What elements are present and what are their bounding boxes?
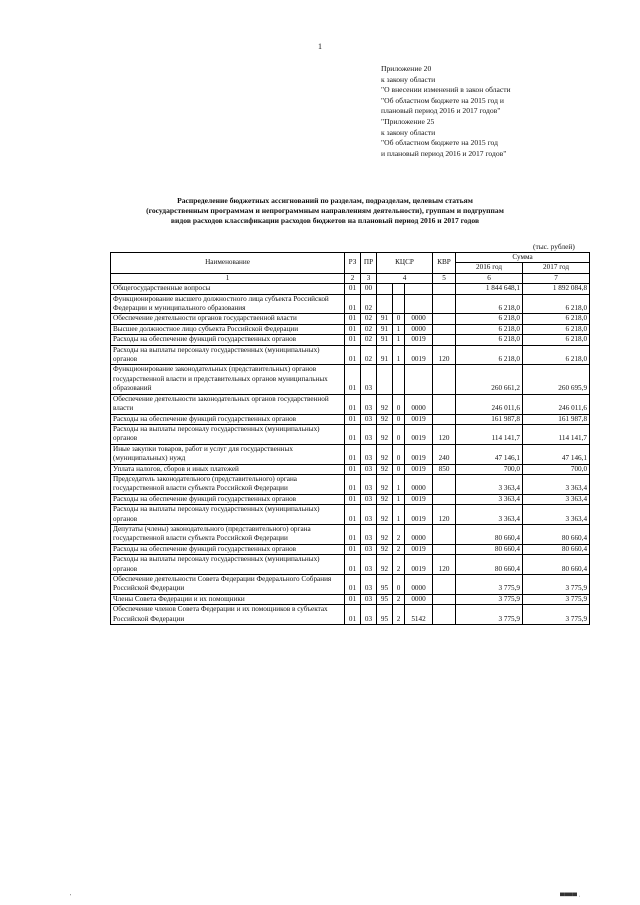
row-pr-cell: 03 [361,474,377,494]
row-sum-2016-cell: 6 218,0 [456,314,523,324]
row-sum-2017-cell: 3 363,4 [523,505,590,525]
row-sum-2017-cell: 114 141,7 [523,424,590,444]
row-kcsr-program-cell: 95 [377,605,393,625]
row-sum-2017-cell: 80 660,4 [523,544,590,554]
row-kcsr-direction-cell: 0019 [405,414,433,424]
index-cell: 3 [361,273,377,283]
row-rz-cell: 01 [345,474,361,494]
row-name-cell: Расходы на выплаты персоналу государственных (муниципальных) органов [111,555,345,575]
row-name-cell: Функционирование законодательных (представительных) органов государственной власти и представительных органов муниципальных образований [111,365,345,394]
col-header-sum: Сумма [456,253,590,263]
row-name-cell: Уплата налогов, сборов и иных платежей [111,464,345,474]
table-row [111,505,590,525]
row-name-cell: Расходы на выплаты персоналу государственных (муниципальных) органов [111,424,345,444]
table-row [111,294,590,314]
row-kcsr-subprogram-cell: 0 [393,414,405,424]
row-sum-2017-cell: 1 892 084,8 [523,284,590,294]
row-kvr-cell: 850 [433,464,456,474]
row-name-cell: Обеспечение деятельности Совета Федерации Федерального Собрания Российской Федерации [111,575,345,595]
row-name-cell: Расходы на выплаты персоналу государственных (муниципальных) органов [111,345,345,365]
row-sum-2017-cell: 80 660,4 [523,555,590,575]
col-header-2016: 2016 год [456,263,523,273]
row-rz-cell: 01 [345,284,361,294]
row-pr-cell: 03 [361,555,377,575]
row-sum-2016-cell: 161 987,8 [456,414,523,424]
row-kcsr-subprogram-cell [393,294,405,314]
row-kvr-cell [433,314,456,324]
row-name-cell: Общегосударственные вопросы [111,284,345,294]
row-sum-2017-cell: 700,0 [523,464,590,474]
row-kcsr-program-cell [377,294,393,314]
row-sum-2016-cell: 3 775,9 [456,575,523,595]
row-kcsr-direction-cell: 0019 [405,424,433,444]
row-pr-cell: 03 [361,524,377,544]
row-kcsr-direction-cell: 0000 [405,575,433,595]
col-header-pr: ПР [361,253,377,274]
row-kcsr-program-cell: 92 [377,505,393,525]
table-row [111,605,590,625]
row-kcsr-program-cell: 92 [377,444,393,464]
index-cell: 5 [433,273,456,283]
table-row [111,335,590,345]
row-kcsr-subprogram-cell [393,284,405,294]
row-kcsr-direction-cell [405,365,433,394]
table-row [111,365,590,394]
col-header-2017: 2017 год [523,263,590,273]
row-kcsr-direction-cell: 0019 [405,494,433,504]
header-row [111,253,590,263]
row-sum-2016-cell: 246 011,6 [456,394,523,414]
page-number: 1 [318,42,322,51]
row-rz-cell: 01 [345,394,361,414]
row-pr-cell: 03 [361,544,377,554]
table-row [111,444,590,464]
col-header-rz: РЗ [345,253,361,274]
row-sum-2017-cell: 6 218,0 [523,314,590,324]
row-kcsr-subprogram-cell: 0 [393,444,405,464]
row-sum-2017-cell: 6 218,0 [523,294,590,314]
row-kcsr-program-cell: 91 [377,314,393,324]
row-kcsr-program-cell: 92 [377,414,393,424]
row-kvr-cell: 120 [433,505,456,525]
row-rz-cell: 01 [345,414,361,424]
row-kvr-cell [433,474,456,494]
row-pr-cell: 03 [361,605,377,625]
row-name-cell: Высшее должностное лицо субъекта Российской Федерации [111,324,345,334]
row-kcsr-direction-cell [405,294,433,314]
row-kcsr-direction-cell: 0000 [405,314,433,324]
row-kcsr-program-cell: 92 [377,424,393,444]
row-kcsr-program-cell: 91 [377,345,393,365]
row-kcsr-subprogram-cell: 1 [393,474,405,494]
row-sum-2017-cell: 6 218,0 [523,345,590,365]
col-header-kvr: КВР [433,253,456,274]
annex-line: и плановый период 2016 и 2017 годов" [381,148,507,158]
row-sum-2016-cell: 6 218,0 [456,324,523,334]
row-rz-cell: 01 [345,424,361,444]
table-row [111,474,590,494]
row-kcsr-subprogram-cell: 1 [393,505,405,525]
row-name-cell: Депутаты (члены) законодательного (представительного) органа государственной власти субъекта Российской Федерации [111,524,345,544]
row-kcsr-direction-cell: 0000 [405,524,433,544]
row-sum-2016-cell: 80 660,4 [456,524,523,544]
row-name-cell: Обеспечение деятельности органов государственной власти [111,314,345,324]
row-sum-2017-cell: 47 146,1 [523,444,590,464]
row-sum-2016-cell: 3 775,9 [456,605,523,625]
row-pr-cell: 02 [361,335,377,345]
row-kcsr-direction-cell: 0019 [405,555,433,575]
row-name-cell: Председатель законодательного (представительного) органа государственной власти субъекта Российской Федерации [111,474,345,494]
row-sum-2016-cell: 3 775,9 [456,594,523,604]
row-kvr-cell [433,294,456,314]
row-kcsr-program-cell: 92 [377,464,393,474]
row-sum-2017-cell: 246 011,6 [523,394,590,414]
row-name-cell: Члены Совета Федерации и их помощники [111,594,345,604]
annex-line: плановый период 2016 и 2017 годов" [381,106,501,116]
table-row [111,524,590,544]
row-kvr-cell [433,394,456,414]
row-kcsr-direction-cell [405,284,433,294]
table-row [111,314,590,324]
row-kcsr-direction-cell: 0000 [405,594,433,604]
index-cell: 6 [456,273,523,283]
row-kcsr-subprogram-cell: 0 [393,424,405,444]
table-row [111,555,590,575]
document-title [90,196,560,227]
scan-mark: ▀▀▀▀ · [560,894,581,900]
table-row [111,414,590,424]
row-kcsr-program-cell: 92 [377,494,393,504]
row-rz-cell: 01 [345,575,361,595]
index-cell: 2 [345,273,361,283]
row-kcsr-subprogram-cell: 0 [393,464,405,474]
row-pr-cell: 02 [361,314,377,324]
row-kcsr-subprogram-cell: 0 [393,575,405,595]
row-kvr-cell [433,544,456,554]
title-line: Распределение бюджетных ассигнований по разделам, подразделам, целевым статьям [177,196,473,205]
row-name-cell: Функционирование высшего должностного лица субъекта Российской Федерации и муниципального образования [111,294,345,314]
annex-line: "О внесении изменений в закон области [381,85,511,95]
table-row [111,544,590,554]
row-pr-cell: 03 [361,365,377,394]
row-kcsr-subprogram-cell: 2 [393,594,405,604]
row-kcsr-direction-cell: 0000 [405,474,433,494]
table-row [111,394,590,414]
row-kcsr-program-cell: 92 [377,555,393,575]
row-sum-2017-cell: 3 775,9 [523,594,590,604]
budget-table [110,252,590,625]
row-sum-2017-cell: 3 775,9 [523,605,590,625]
row-sum-2017-cell: 6 218,0 [523,335,590,345]
row-pr-cell: 00 [361,284,377,294]
row-rz-cell: 01 [345,365,361,394]
row-kcsr-subprogram-cell: 0 [393,394,405,414]
table-row [111,424,590,444]
row-kcsr-subprogram-cell: 1 [393,494,405,504]
row-sum-2016-cell: 6 218,0 [456,345,523,365]
row-kcsr-program-cell: 92 [377,544,393,554]
annex-line: к закону области [381,127,436,137]
row-kcsr-subprogram-cell: 0 [393,314,405,324]
annex-block [381,64,511,159]
row-sum-2016-cell: 47 146,1 [456,444,523,464]
table-row [111,324,590,334]
row-kcsr-direction-cell: 0019 [405,464,433,474]
row-pr-cell: 03 [361,424,377,444]
row-kvr-cell [433,524,456,544]
table-row [111,345,590,365]
row-kvr-cell [433,324,456,334]
row-rz-cell: 01 [345,555,361,575]
row-kvr-cell [433,414,456,424]
col-header-kcsr: КЦСР [377,253,433,274]
row-kvr-cell: 120 [433,424,456,444]
row-rz-cell: 01 [345,524,361,544]
row-sum-2017-cell: 80 660,4 [523,524,590,544]
row-kcsr-direction-cell: 5142 [405,605,433,625]
row-sum-2016-cell: 1 844 648,1 [456,284,523,294]
title-line: видов расходов классификации расходов бюджетов на плановый период 2016 и 2017 годов [170,216,480,226]
row-kvr-cell [433,335,456,345]
scan-mark: ' [70,894,72,900]
row-kcsr-program-cell: 92 [377,394,393,414]
table-row [111,464,590,474]
row-pr-cell: 03 [361,494,377,504]
row-sum-2017-cell: 6 218,0 [523,324,590,334]
row-kcsr-direction-cell: 0019 [405,335,433,345]
annex-line: к закону области [381,74,436,84]
row-sum-2017-cell: 3 775,9 [523,575,590,595]
title-line: (государственным программам и непрограммным направлениям деятельности), группам и подгруппам [146,206,504,216]
row-kvr-cell: 240 [433,444,456,464]
annex-line: "Об областном бюджете на 2015 год [381,138,498,148]
row-kcsr-program-cell: 91 [377,324,393,334]
index-row [111,273,590,283]
row-kcsr-subprogram-cell: 2 [393,555,405,575]
row-sum-2016-cell: 700,0 [456,464,523,474]
table-row [111,284,590,294]
row-kvr-cell [433,494,456,504]
row-rz-cell: 01 [345,335,361,345]
row-pr-cell: 03 [361,444,377,464]
row-kcsr-program-cell: 95 [377,594,393,604]
row-pr-cell: 03 [361,414,377,424]
row-kvr-cell: 120 [433,345,456,365]
table-row [111,494,590,504]
row-sum-2016-cell: 6 218,0 [456,335,523,345]
row-sum-2016-cell: 114 141,7 [456,424,523,444]
row-kcsr-direction-cell: 0000 [405,394,433,414]
row-kcsr-subprogram-cell: 2 [393,605,405,625]
row-rz-cell: 01 [345,345,361,365]
annex-line: Приложение 20 [381,64,432,73]
row-name-cell: Обеспечение членов Совета Федерации и их помощников в субъектах Российской Федерации [111,605,345,625]
row-pr-cell: 02 [361,294,377,314]
row-kcsr-direction-cell: 0019 [405,505,433,525]
row-sum-2016-cell: 3 363,4 [456,494,523,504]
row-sum-2016-cell: 80 660,4 [456,544,523,554]
row-kcsr-subprogram-cell: 1 [393,324,405,334]
row-kcsr-direction-cell: 0000 [405,324,433,334]
row-kcsr-program-cell: 92 [377,524,393,544]
row-sum-2017-cell: 3 363,4 [523,494,590,504]
row-pr-cell: 03 [361,394,377,414]
row-kvr-cell [433,594,456,604]
row-kcsr-subprogram-cell: 2 [393,544,405,554]
index-cell: 4 [377,273,433,283]
row-kvr-cell: 120 [433,555,456,575]
row-rz-cell: 01 [345,505,361,525]
row-rz-cell: 01 [345,605,361,625]
row-sum-2016-cell: 260 661,2 [456,365,523,394]
row-kcsr-direction-cell: 0019 [405,444,433,464]
row-kcsr-subprogram-cell [393,365,405,394]
row-sum-2016-cell: 3 363,4 [456,474,523,494]
row-rz-cell: 01 [345,444,361,464]
row-rz-cell: 01 [345,594,361,604]
row-name-cell: Обеспечение деятельности законодательных органов государственной власти [111,394,345,414]
row-name-cell: Расходы на обеспечение функций государственных органов [111,335,345,345]
row-kvr-cell [433,605,456,625]
row-rz-cell: 01 [345,324,361,334]
row-pr-cell: 02 [361,324,377,334]
row-pr-cell: 03 [361,594,377,604]
row-name-cell: Расходы на выплаты персоналу государственных (муниципальных) органов [111,505,345,525]
table-row [111,575,590,595]
annex-line: "Об областном бюджете на 2015 год и [381,95,504,105]
table-row [111,594,590,604]
row-kcsr-subprogram-cell: 2 [393,524,405,544]
units-label: (тыс. рублей) [533,242,575,251]
row-sum-2017-cell: 260 695,9 [523,365,590,394]
row-rz-cell: 01 [345,314,361,324]
row-rz-cell: 01 [345,494,361,504]
row-pr-cell: 03 [361,464,377,474]
row-kcsr-program-cell: 91 [377,335,393,345]
index-cell: 7 [523,273,590,283]
row-sum-2016-cell: 80 660,4 [456,555,523,575]
row-kcsr-program-cell: 95 [377,575,393,595]
row-sum-2017-cell: 3 363,4 [523,474,590,494]
row-sum-2016-cell: 3 363,4 [456,505,523,525]
table-body [111,284,590,625]
annex-line: "Приложение 25 [381,116,435,126]
row-kcsr-subprogram-cell: 1 [393,335,405,345]
row-rz-cell: 01 [345,294,361,314]
row-kcsr-program-cell [377,284,393,294]
row-kcsr-program-cell [377,365,393,394]
row-rz-cell: 01 [345,464,361,474]
row-pr-cell: 03 [361,505,377,525]
row-name-cell: Расходы на обеспечение функций государственных органов [111,494,345,504]
row-rz-cell: 01 [345,544,361,554]
row-kcsr-direction-cell: 0019 [405,345,433,365]
row-name-cell: Расходы на обеспечение функций государственных органов [111,414,345,424]
row-kvr-cell [433,284,456,294]
row-kcsr-program-cell: 92 [377,474,393,494]
row-pr-cell: 02 [361,345,377,365]
row-sum-2017-cell: 161 987,8 [523,414,590,424]
row-kvr-cell [433,365,456,394]
row-pr-cell: 03 [361,575,377,595]
row-kvr-cell [433,575,456,595]
col-header-name: Наименование [111,253,345,274]
row-name-cell: Иные закупки товаров, работ и услуг для государственных (муниципальных) нужд [111,444,345,464]
row-kcsr-subprogram-cell: 1 [393,345,405,365]
row-kcsr-direction-cell: 0019 [405,544,433,554]
row-sum-2016-cell: 6 218,0 [456,294,523,314]
index-cell: 1 [111,273,345,283]
row-name-cell: Расходы на обеспечение функций государственных органов [111,544,345,554]
